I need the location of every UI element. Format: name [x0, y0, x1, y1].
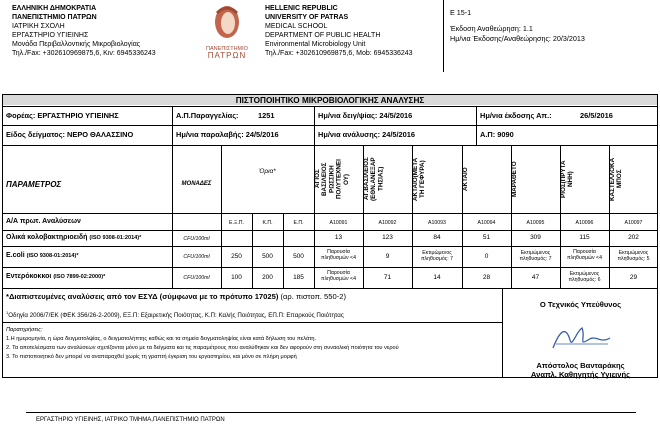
info-receipt-date: Ημ/νια παραλαβής: 24/5/2016: [176, 130, 279, 139]
note-line: 1.Η ημερομηνία, η ώρα δειγματολψίας, ο δειγματολήπτης καθώς και τα σημεία δειγματοληψίας είναι κατά δήλωση του πελάτη.: [6, 336, 317, 342]
row-name: Α/Α πρωτ. Αναλύσεων: [6, 218, 81, 225]
doc-revision-date: Ημ/νια Έκδοσης/Αναθεώρησης: 20/3/2013: [450, 34, 585, 43]
table-cell: Παρουσία πληθυσμών <4: [321, 249, 356, 261]
notes-title: Παρατηρήσεις:: [6, 327, 43, 333]
units-header: ΜΟΝΑΔΕΣ: [181, 181, 212, 187]
info-order-value: 1251: [258, 111, 275, 120]
directive-text: Οδηγία 2006/7/ΕΚ (ΦΕΚ 356/26-2-2009), ΕΞ.Π: Εξαιρετικής Ποιότητας, Κ.Π: Καλής Ποιότητας, ΕΠ.Π: Επαρκούς Ποιότητας: [8, 312, 344, 320]
info-foreas: Φορέας: ΕΡΓΑΣΤΗΡΙΟ ΥΓΙΕΙΝΗΣ: [6, 111, 119, 120]
limit-cell: 500: [293, 253, 304, 260]
param-header: ΠΑΡΑΜΕΤΡΟΣ: [6, 180, 62, 189]
doc-info: [450, 8, 650, 44]
university-logo: [198, 3, 256, 61]
limit-head-exp: Ε.Ξ.Π.: [229, 220, 244, 226]
table-cell: 115: [579, 234, 590, 241]
header-right: [265, 4, 445, 58]
table-cell: Εκτιμώμενος πληθυσμός: 6: [568, 271, 601, 283]
header-left-line: ΙΑΤΡΙΚΗ ΣΧΟΛΗ: [12, 23, 65, 30]
row-unit: CFU/100ml: [183, 254, 210, 260]
limit-cell: 100: [231, 274, 242, 281]
location-header: ΚΑΣΤΕΛΛΟΚΑ ΜΠΟΣ: [609, 157, 624, 201]
note-line: 3. Το πιστοποιητικό δεν μπορεί να αναπαραχθεί χωρίς τη γραπτή έγκριση του εργαστηρίου, και μόνο σε πλήρη μορφή: [6, 354, 297, 360]
limit-cell: 250: [231, 253, 242, 260]
doc-code: E 15-1: [450, 8, 472, 17]
row-method: (ISO 9308-01:2014)*: [26, 253, 79, 259]
row-name: [6, 273, 105, 280]
row-name-text: E.coli: [6, 252, 25, 259]
row-name-text: Εντερόκοκκοι: [6, 273, 52, 280]
table-cell: 9: [385, 253, 390, 260]
certificate-title: ΠΙΣΤΟΠΟΙΗΤΙΚΟ ΜΙΚΡΟΒΙΟΛΟΓΙΚΗΣ ΑΝΑΛΥΣΗΣ: [235, 96, 425, 105]
limit-cell: 500: [262, 253, 273, 260]
logo-text-line: ΠΑΤΡΩΝ: [207, 51, 247, 60]
table-cell: 71: [383, 274, 392, 281]
table-cell: 84: [433, 234, 441, 241]
signature-image: [548, 320, 618, 359]
limit-cell: 200: [262, 274, 273, 281]
header-right-line: Environmental Microbiology Unit: [265, 41, 366, 48]
row-name: [6, 252, 79, 259]
header-right-line: MEDICAL SCHOOL: [265, 23, 328, 30]
row-name: [6, 234, 141, 241]
directive-marker: 1: [6, 310, 9, 315]
accreditation-cert: (αρ. πιστοπ. 550-2): [280, 292, 346, 301]
header-left: [12, 4, 197, 58]
info-ap: Α.Π: 9090: [480, 130, 514, 139]
header-left-line: Μονάδα Περιβαλλοντικής Μικροβιολογίας: [12, 41, 141, 48]
location-header: ΑΓ.ΒΑΣΙΛΕΙΟΣ (ΕΘΝ.ΑΝΕΞΑΡ ΤΗΣΙΑΣ): [363, 157, 385, 201]
table-cell: A10091: [329, 220, 348, 226]
signature-icon: [548, 320, 618, 354]
row-unit: CFU/100ml: [183, 275, 210, 281]
table-cell: 51: [482, 234, 491, 241]
table-cell: A10095: [526, 220, 545, 226]
accreditation-note: [6, 292, 346, 301]
notes: [6, 326, 500, 362]
table-cell: A10097: [624, 220, 643, 226]
location-header: ΆΓΙΟΣ ΒΑΣΙΛΕΙΟΣ ΡΩΣΣΙΚΗ ΠΟΛΥΤΕΧΝΕΙ ΟΥ): [314, 159, 350, 199]
header-right-line: DEPARTMENT OF PUBLIC HEALTH: [265, 32, 381, 39]
location-header: ΜΑΡΑΘΕΤΟ: [511, 161, 518, 197]
location-header: ΡΙΟΣ(ΠΡΥΤΑ ΝΗΗ): [560, 160, 575, 198]
table-cell: 309: [530, 234, 541, 241]
table-cell: Παρουσία πληθυσμών <4: [321, 270, 356, 282]
signature-title: Ο Τεχνικός Υπεύθυνος: [539, 300, 622, 309]
header-left-line: ΕΡΓΑΣΤΗΡΙΟ ΥΓΙΕΙΝΗΣ: [12, 32, 89, 39]
table-cell: A10096: [575, 220, 594, 226]
header-left-line: ΕΛΛΗΝΙΚΗ ΔΗΜΟΚΡΑΤΙΑ: [12, 5, 97, 12]
table-cell: 14: [433, 274, 441, 281]
table-cell: 202: [628, 234, 639, 241]
table-cell: Εκτιμώμενος πληθυσμός: 7: [519, 250, 552, 262]
table-cell: Εκτιμώμενος πληθυσμός: 7: [420, 250, 454, 262]
table-cell: A10092: [378, 220, 397, 226]
table-cell: A10093: [428, 220, 446, 226]
table-cell: Εκτιμώμενος πληθυσμός: 5: [617, 250, 650, 262]
row-unit: CFU/100ml: [183, 236, 210, 242]
limit-cell: 185: [293, 274, 304, 281]
table-cell: 0: [484, 253, 489, 260]
logo-text-line: ΠΑΝΕΠΙΣΤΗΜΙΟ: [206, 46, 248, 52]
signatory-role: Αναπλ. Καθηγητής Υγιεινής: [530, 370, 631, 379]
location-header: ΑΚΤΑΙΟ(ΜΕΤΑ ΤΗ ΓΕΦΥΡΑ): [412, 157, 427, 201]
location-header: ΑΚΤΑΙΟ: [462, 167, 469, 191]
row-method: (ISO 9308-01:2014)*: [89, 235, 142, 241]
footer-text: ΕΡΓΑΣΤΗΡΙΟ ΥΓΙΕΙΝΗΣ, ΙΑΤΡΙΚΟ ΤΜΗΜΑ,ΠΑΝΕΠΙΣΤΗΜΙΟ ΠΑΤΡΩΝ: [36, 417, 225, 423]
limits-header: Όρια*: [259, 168, 276, 175]
header-right-line: Τηλ./Fax: +302610969875,6, Mob: 6945336243: [265, 50, 413, 57]
header-right-line: HELLENIC REPUBLIC: [265, 5, 338, 12]
signatory-name: Απόστολος Βανταράκης: [536, 361, 625, 370]
directive-note: [6, 310, 344, 319]
header-left-line: Τηλ./Fax: +302610969875,6, Kιν: 6945336243: [12, 50, 156, 57]
limit-head-kp: Κ.Π.: [262, 220, 273, 226]
row-name-text: Ολικά κολοβακτηριοειδή: [6, 234, 88, 241]
logo-head-icon: [207, 3, 247, 41]
header-right-line: UNIVERSITY OF PATRAS: [265, 14, 349, 21]
header-left-line: ΠΑΝΕΠΙΣΤΗΜΙΟ ΠΑΤΡΩΝ: [12, 14, 97, 21]
info-issue-label: Ημ/νια έκδοσης Απ.:: [480, 111, 552, 120]
table-cell: 28: [482, 274, 491, 281]
accreditation-text: *Διαπιστευμένες αναλύσεις από τον ΕΣΥΔ (σύμφωνα με το πρότυπο 17025): [6, 292, 279, 301]
table-cell: 123: [382, 234, 393, 241]
table-cell: 13: [334, 234, 343, 241]
limit-head-ep: Ε.Π.: [293, 220, 304, 226]
table-cell: Παρουσία πληθυσμών <4: [567, 249, 602, 261]
row-method: (ISO 7899-02:2000)*: [53, 274, 106, 280]
info-order-label: Α.Π.Παραγγελίας:: [176, 111, 239, 120]
info-sampling-date: Ημ/νια δειγ/ψίας: 24/5/2016: [318, 111, 413, 120]
doc-revision: Έκδοση Αναθεώρηση: 1.1: [450, 24, 533, 33]
info-analysis-date: Ημ/νια ανάλυσης: 24/5/2016: [318, 130, 415, 139]
info-sample-type: Είδος δείγματος: ΝΕΡΟ ΘΑΛΑΣΣΙΝΟ: [6, 130, 134, 139]
table-cell: 47: [531, 274, 540, 281]
info-issue-value: 26/5/2016: [580, 111, 613, 120]
table-cell: A10094: [477, 220, 496, 226]
table-cell: 29: [629, 274, 638, 281]
note-line: 2. Τα αποτελέσματα των αναλύσεων σχετίζονται μόνο με τα δείγματα και τις παραμέτρους που αναλύθηκαν και δεν αφορούν στη συναολική ποιότητα του νερού: [6, 345, 399, 351]
